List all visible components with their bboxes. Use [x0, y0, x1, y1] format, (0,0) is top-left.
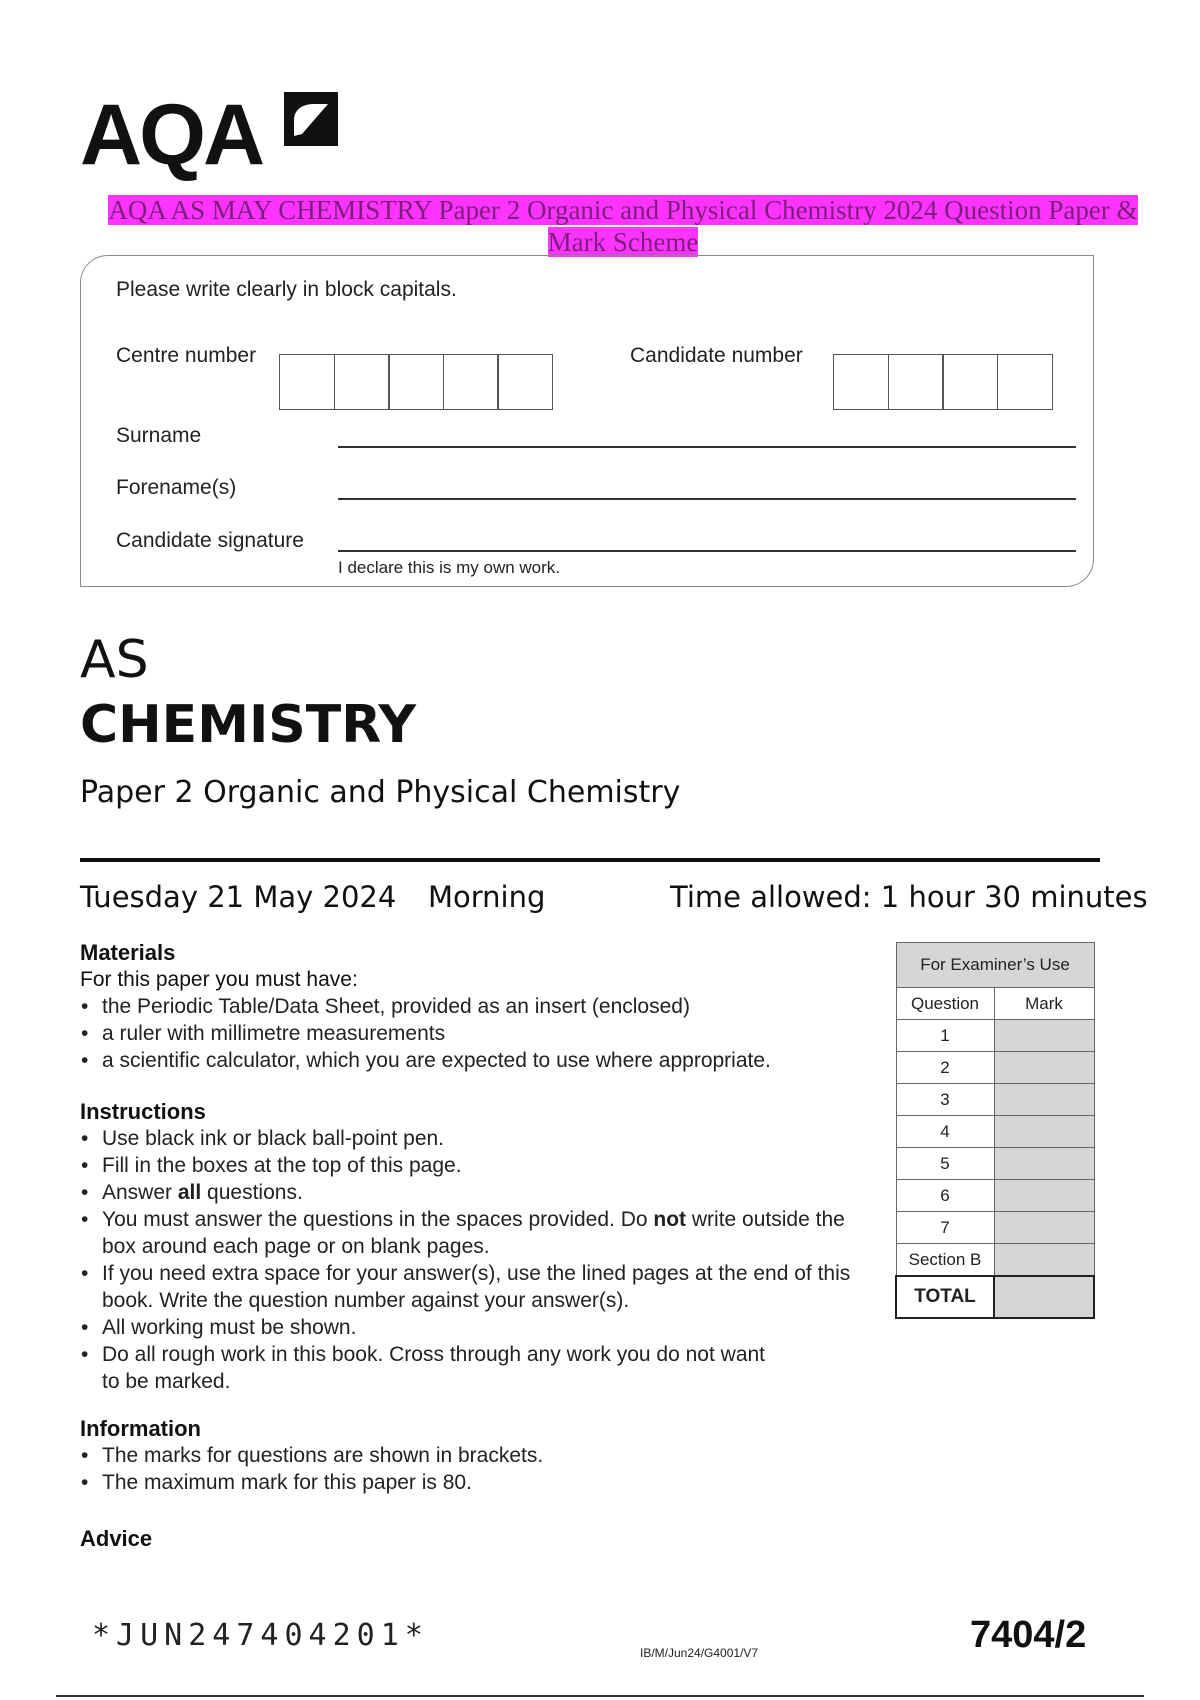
question-number: 5: [896, 1148, 994, 1180]
declaration-text: I declare this is my own work.: [338, 558, 561, 577]
total-label: TOTAL: [896, 1276, 994, 1318]
question-number: Section B: [896, 1244, 994, 1277]
information-list: [80, 1442, 860, 1496]
instructions-item: • All working must be shown.: [80, 1314, 870, 1341]
materials-item: • a scientific calculator, which you are expected to use where appropriate.: [80, 1047, 860, 1074]
paper-code: 7404/2: [970, 1614, 1087, 1656]
examiner-use-table: [895, 942, 1095, 1319]
question-number: 7: [896, 1212, 994, 1244]
candidate-digit-box[interactable]: [997, 354, 1053, 410]
materials-heading: Materials: [80, 940, 176, 965]
mark-column-header: Mark: [994, 988, 1094, 1020]
centre-number-label: Centre number: [116, 344, 257, 367]
candidate-digit-box[interactable]: [888, 354, 944, 410]
centre-number-boxes: [279, 354, 552, 410]
question-number: 6: [896, 1180, 994, 1212]
question-number: 2: [896, 1052, 994, 1084]
mark-cell: [994, 1212, 1094, 1244]
aqa-logo-mark-icon: [282, 90, 340, 148]
centre-digit-box[interactable]: [497, 354, 553, 410]
information-section: [80, 1416, 860, 1496]
question-number: 3: [896, 1084, 994, 1116]
instructions-item: • You must answer the questions in the spaces provided. Do not write outside the box around each page or on blank pages.: [80, 1206, 870, 1260]
candidate-number-boxes: [833, 354, 1051, 410]
instructions-list: [80, 1125, 870, 1395]
information-heading: Information: [80, 1416, 201, 1441]
forenames-line[interactable]: [338, 498, 1076, 500]
mark-cell: [994, 1052, 1094, 1084]
subject-title: CHEMISTRY: [80, 695, 417, 755]
surname-label: Surname: [116, 424, 202, 447]
signature-label: Candidate signature: [116, 529, 304, 552]
banner-title: AQA AS MAY CHEMISTRY Paper 2 Organic and Physical Chemistry 2024 Question Paper & Mark Scheme: [108, 195, 1138, 257]
question-number: 1: [896, 1020, 994, 1052]
centre-digit-box[interactable]: [388, 354, 444, 410]
aqa-logo: AQA: [80, 87, 263, 183]
mark-cell: [994, 1148, 1094, 1180]
materials-item: • a ruler with millimetre measurements: [80, 1020, 860, 1047]
mark-cell: [994, 1116, 1094, 1148]
total-mark-cell: [994, 1276, 1094, 1318]
information-item: • The maximum mark for this paper is 80.: [80, 1469, 860, 1496]
exam-date: Tuesday 21 May 2024: [80, 880, 397, 914]
mark-cell: [994, 1084, 1094, 1116]
instructions-section: [80, 1099, 870, 1395]
centre-digit-box[interactable]: [279, 354, 335, 410]
mark-cell: [994, 1180, 1094, 1212]
instructions-item: • Answer all questions.: [80, 1179, 870, 1206]
surname-line[interactable]: [338, 446, 1076, 448]
instructions-item: • Fill in the boxes at the top of this page.: [80, 1152, 870, 1179]
information-item: • The marks for questions are shown in brackets.: [80, 1442, 860, 1469]
centre-digit-box[interactable]: [443, 354, 499, 410]
block-capitals-instruction: Please write clearly in block capitals.: [116, 278, 457, 301]
materials-intro: For this paper you must have:: [80, 968, 358, 991]
barcode-text: *JUN247404201*: [92, 1618, 429, 1653]
document-reference: IB/M/Jun24/G4001/V7: [640, 1646, 759, 1660]
forenames-label: Forename(s): [116, 476, 237, 499]
advice-heading: Advice: [80, 1526, 153, 1551]
qualification-level: AS: [80, 630, 149, 690]
instructions-item: • Use black ink or black ball-point pen.: [80, 1125, 870, 1152]
instructions-item: • Do all rough work in this book. Cross through any work you do not want to be marked.: [80, 1341, 870, 1395]
signature-line[interactable]: [338, 550, 1076, 552]
candidate-number-label: Candidate number: [630, 344, 803, 367]
materials-item: • the Periodic Table/Data Sheet, provided as an insert (enclosed): [80, 993, 860, 1020]
materials-list: [80, 993, 860, 1074]
title-rule: [80, 858, 1100, 862]
exam-session: Morning: [428, 880, 546, 914]
instructions-heading: Instructions: [80, 1099, 206, 1124]
paper-title: Paper 2 Organic and Physical Chemistry: [80, 775, 681, 810]
time-allowed: Time allowed: 1 hour 30 minutes: [670, 880, 1148, 914]
question-number: 4: [896, 1116, 994, 1148]
candidate-digit-box[interactable]: [942, 354, 998, 410]
centre-digit-box[interactable]: [334, 354, 390, 410]
question-column-header: Question: [896, 988, 994, 1020]
examiner-table-title: For Examiner’s Use: [896, 943, 1094, 988]
candidate-digit-box[interactable]: [833, 354, 889, 410]
footer-rule: [56, 1695, 1144, 1697]
materials-section: [80, 940, 860, 1074]
mark-cell: [994, 1020, 1094, 1052]
instructions-item: • If you need extra space for your answer(s), use the lined pages at the end of this book. Write the question number against your answer(s).: [80, 1260, 870, 1314]
mark-cell: [994, 1244, 1094, 1277]
